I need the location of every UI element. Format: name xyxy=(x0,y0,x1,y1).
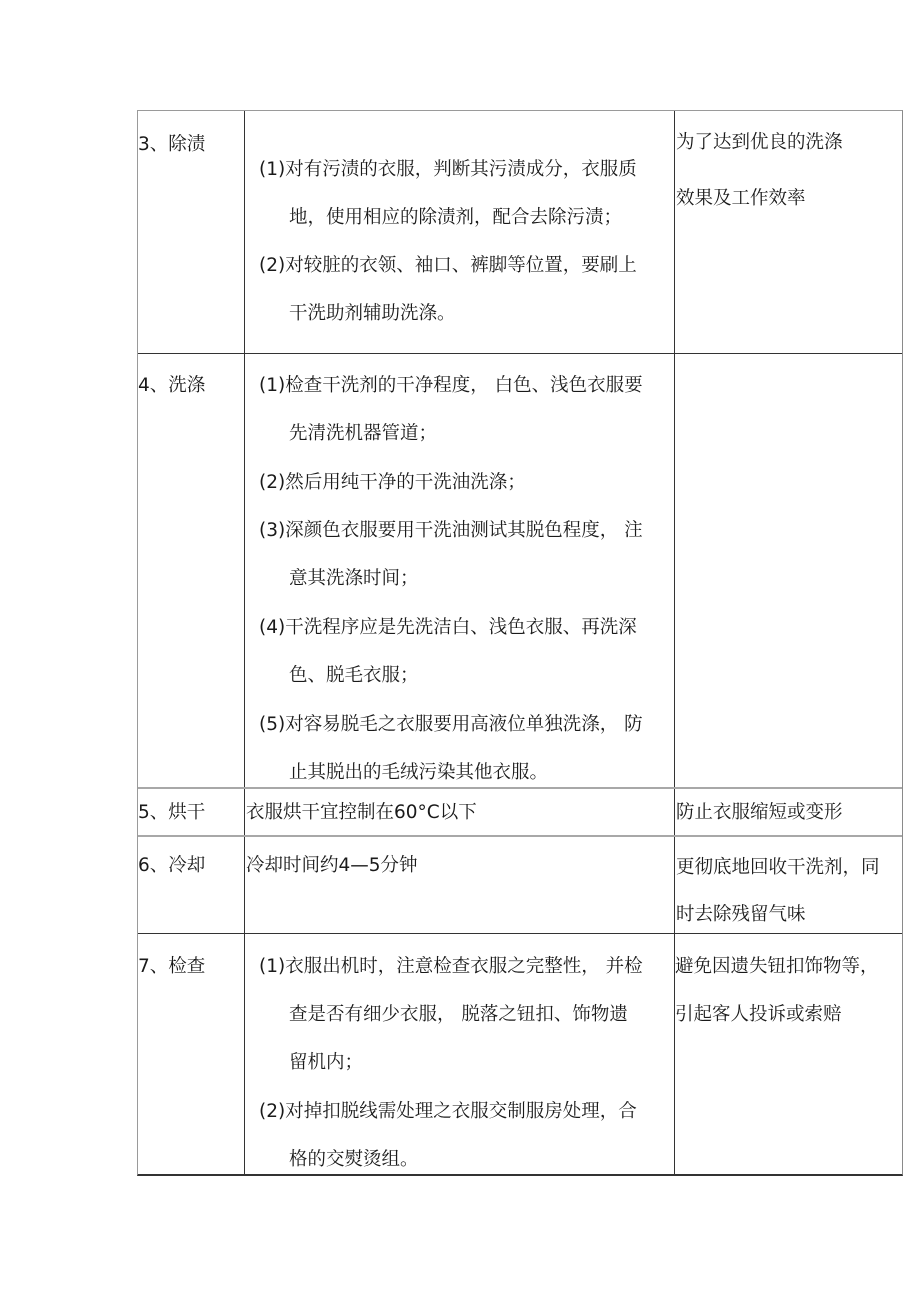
purpose-line: 更彻底地回收干洗剂，同 xyxy=(676,857,880,878)
procedure-cell xyxy=(245,789,675,835)
procedure-line: (2)对较脏的衣领、袖口、裤脚等位置，要刷上 xyxy=(259,255,637,276)
step-label: 5、烘干 xyxy=(138,802,206,823)
table-row-cooling xyxy=(138,837,902,934)
procedure-cell xyxy=(245,354,675,787)
table-row-inspection xyxy=(138,934,902,1175)
procedure-line: 留机内； xyxy=(289,1052,364,1073)
procedure-line: (5)对容易脱毛之衣服要用高液位单独洗涤， 防 xyxy=(259,714,643,735)
step-cell xyxy=(138,354,245,787)
procedure-line: 地，使用相应的除渍剂，配合去除污渍； xyxy=(289,207,623,228)
procedure-cell xyxy=(245,837,675,933)
procedure-line: 止其脱出的毛绒污染其他衣服。 xyxy=(289,762,549,783)
purpose-cell xyxy=(675,111,904,353)
procedure-line: 查是否有细少衣服， 脱落之钮扣、饰物遗 xyxy=(289,1004,628,1025)
purpose-cell xyxy=(675,934,904,1175)
procedure-line: 格的交熨烫组。 xyxy=(289,1149,419,1170)
procedure-line: (2)对掉扣脱线需处理之衣服交制服房处理，合 xyxy=(259,1101,637,1122)
purpose-line: 效果及工作效率 xyxy=(676,188,806,209)
procedure-cell xyxy=(245,934,675,1175)
step-label: 6、冷却 xyxy=(138,855,206,876)
procedure-line: (1)衣服出机时，注意检查衣服之完整性， 并检 xyxy=(259,956,643,977)
procedure-line: (1)对有污渍的衣服，判断其污渍成分，衣服质 xyxy=(259,159,637,180)
procedure-line: (3)深颜色衣服要用干洗油测试其脱色程度， 注 xyxy=(259,520,643,541)
purpose-line: 防止衣服缩短或变形 xyxy=(676,802,843,823)
procedure-line: (1)检查干洗剂的干净程度， 白色、浅色衣服要 xyxy=(259,375,643,396)
procedure-table xyxy=(137,110,903,1176)
step-cell xyxy=(138,111,245,353)
step-cell xyxy=(138,934,245,1175)
procedure-line: 衣服烘干宜控制在60°C以下 xyxy=(246,802,477,823)
procedure-line: 色、脱毛衣服； xyxy=(289,665,419,686)
procedure-line: (4)干洗程序应是先洗洁白、浅色衣服、再洗深 xyxy=(259,617,637,638)
table-row-drying xyxy=(138,789,902,837)
procedure-line: (2)然后用纯干净的干洗油洗涤； xyxy=(259,472,526,493)
step-cell xyxy=(138,789,245,835)
purpose-line: 引起客人投诉或索赔 xyxy=(675,1004,842,1025)
purpose-line: 为了达到优良的洗涤 xyxy=(676,132,843,153)
procedure-line: 意其洗涤时间； xyxy=(289,568,419,589)
procedure-line: 干洗助剂辅助洗涤。 xyxy=(289,303,456,324)
table-row-stain-removal xyxy=(138,111,902,354)
table-row-washing xyxy=(138,354,902,789)
purpose-line: 时去除残留气味 xyxy=(676,904,806,925)
procedure-line: 冷却时间约4—5分钟 xyxy=(246,855,418,876)
step-cell xyxy=(138,837,245,933)
step-label: 7、检查 xyxy=(138,956,206,977)
step-label: 4、洗涤 xyxy=(138,375,206,396)
purpose-line: 避免因遗失钮扣饰物等， xyxy=(675,956,879,977)
purpose-cell xyxy=(675,354,904,787)
procedure-cell xyxy=(245,111,675,353)
purpose-cell xyxy=(675,837,904,933)
step-label: 3、除渍 xyxy=(138,134,206,155)
procedure-line: 先清洗机器管道； xyxy=(289,423,438,444)
purpose-cell xyxy=(675,789,904,835)
